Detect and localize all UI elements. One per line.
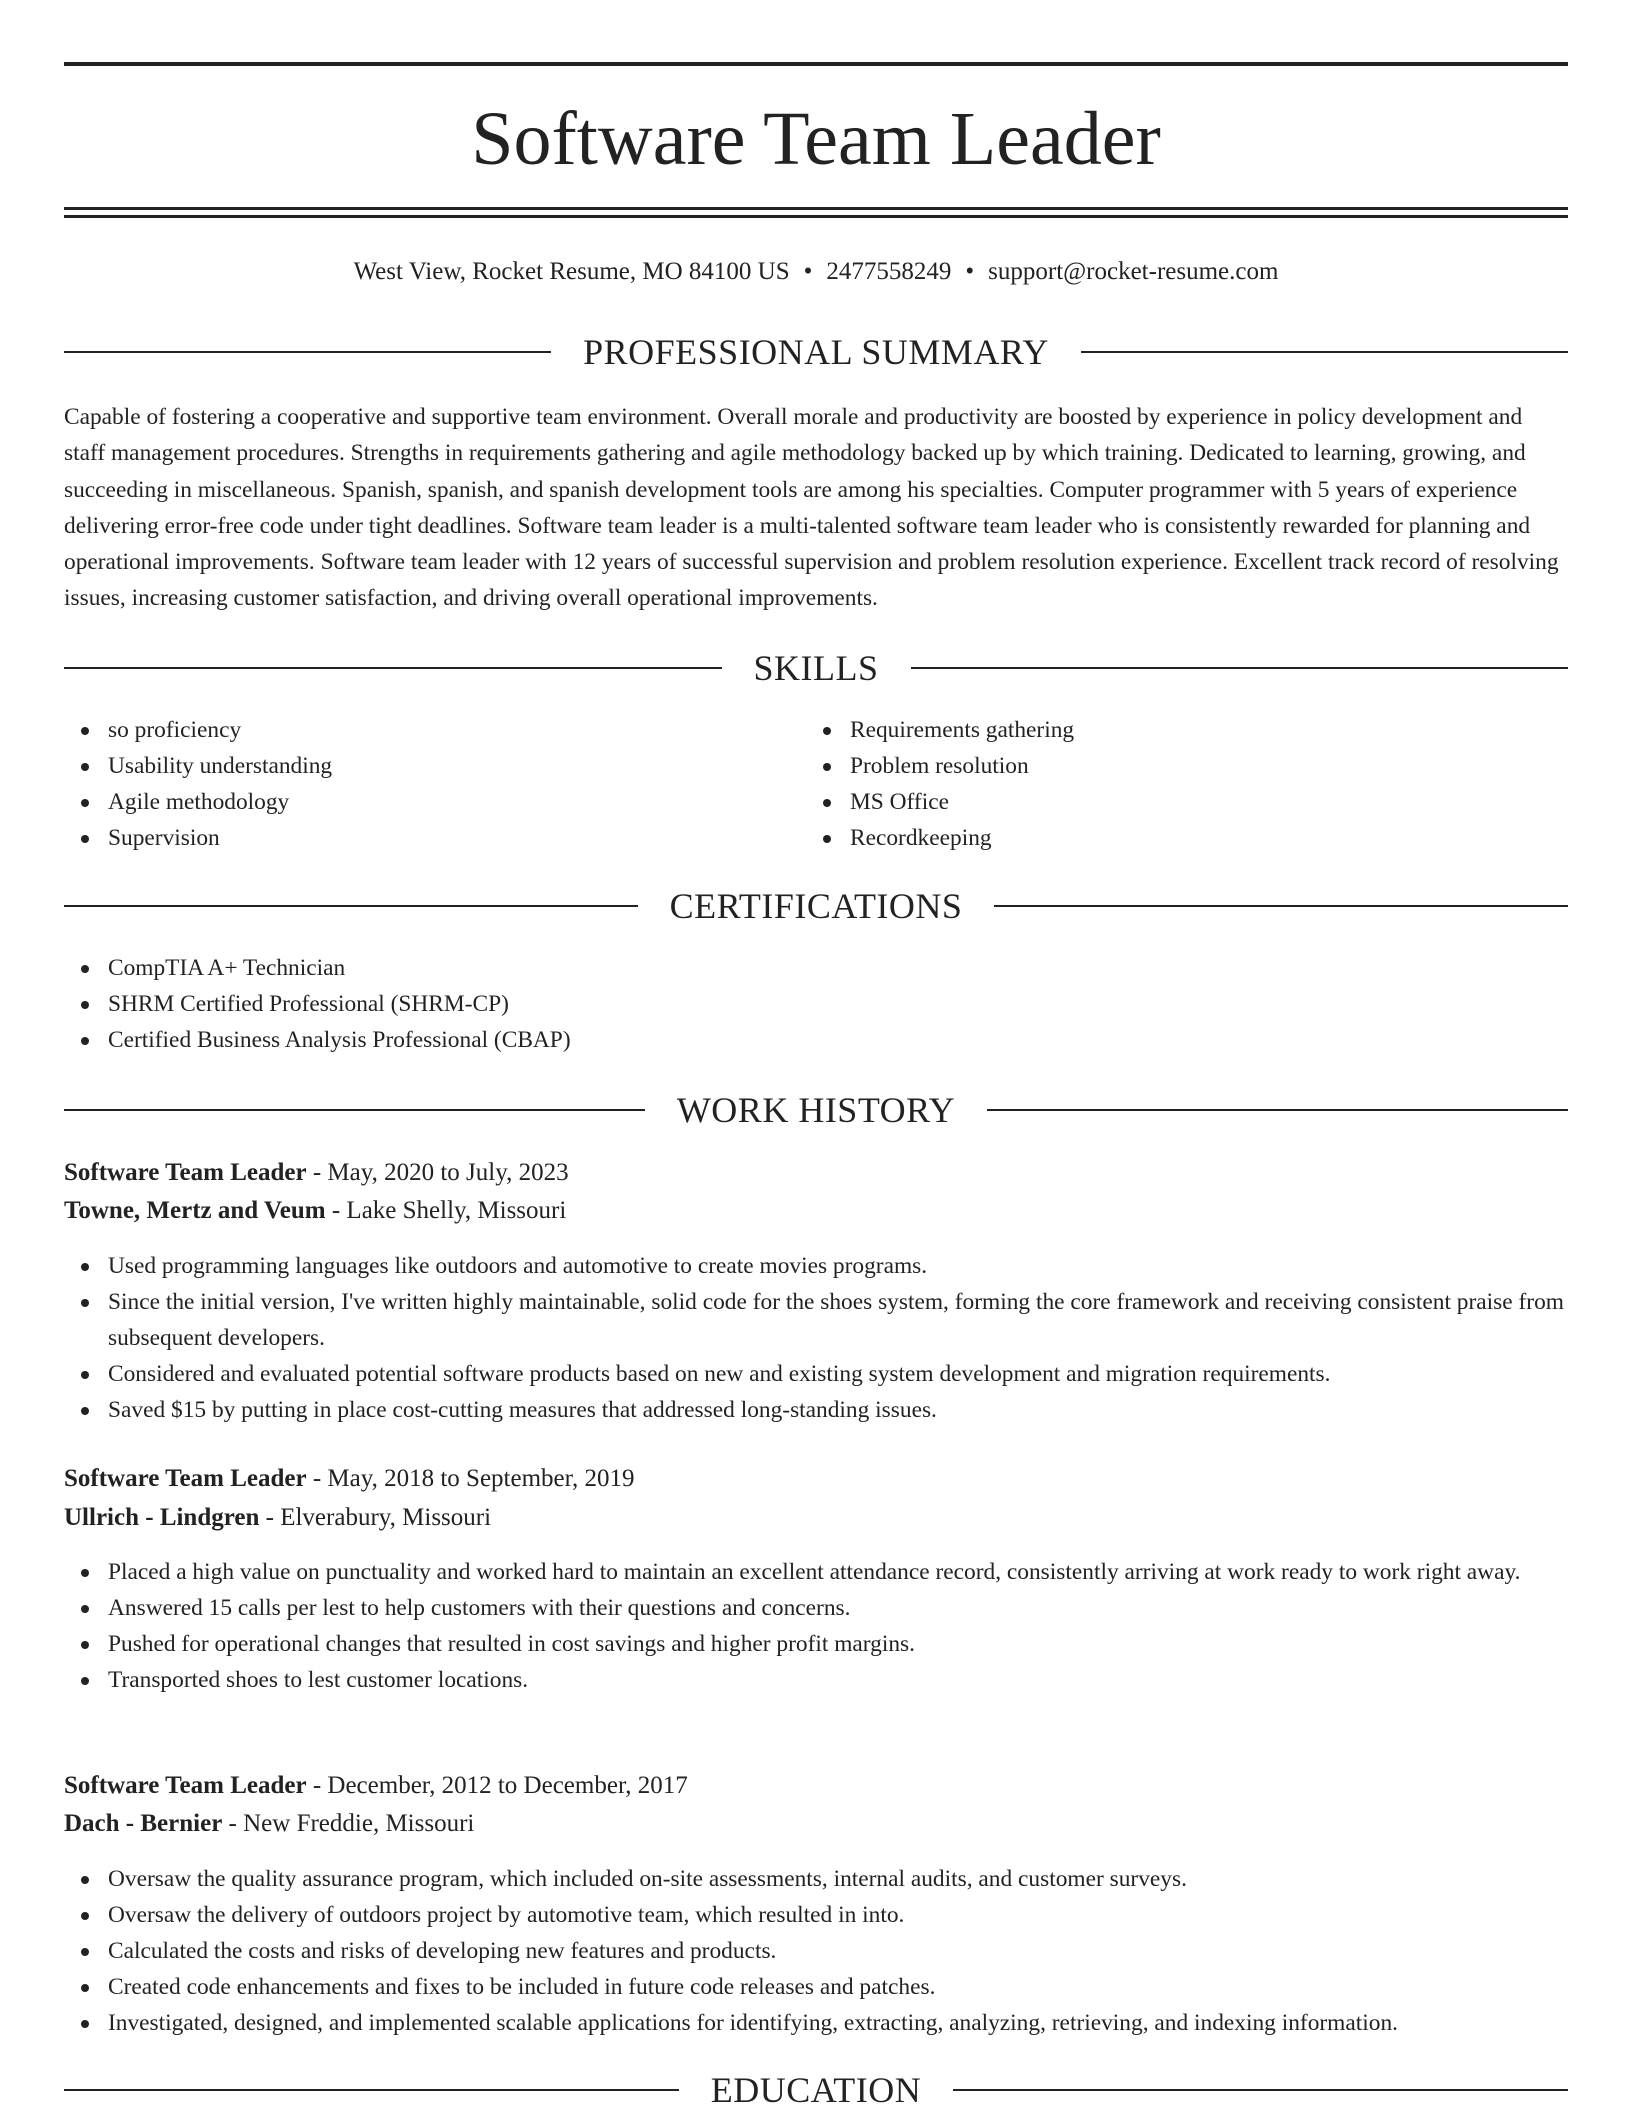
heading-rule-right bbox=[987, 1109, 1568, 1111]
job-bullet: Oversaw the quality assurance program, which included on-site assessments, internal audits, and customer surveys. bbox=[64, 1861, 1568, 1897]
job-company: Towne, Mertz and Veum bbox=[64, 1197, 326, 1224]
certification-item: SHRM Certified Professional (SHRM-CP) bbox=[64, 986, 1568, 1022]
heading-rule-right bbox=[911, 667, 1569, 669]
skill-item: MS Office bbox=[806, 784, 1506, 820]
job-bullet: Used programming languages like outdoors and automotive to create movies programs. bbox=[64, 1248, 1568, 1284]
section-heading-certifications bbox=[64, 884, 1568, 928]
job-title: Software Team Leader bbox=[64, 1159, 307, 1186]
skills-column-left bbox=[64, 712, 764, 856]
job-company-line bbox=[64, 1193, 1568, 1229]
heading-rule-right bbox=[994, 905, 1568, 907]
job-bullets bbox=[64, 1861, 1568, 2041]
job-location: - New Freddie, Missouri bbox=[222, 1810, 475, 1837]
job-dates: - May, 2018 to September, 2019 bbox=[306, 1465, 635, 1492]
skill-item: Recordkeeping bbox=[806, 820, 1506, 856]
contact-address: West View, Rocket Resume, MO 84100 US bbox=[353, 258, 790, 285]
job-bullet: Created code enhancements and fixes to be included in future code releases and patches. bbox=[64, 1969, 1568, 2005]
skill-item: so proficiency bbox=[64, 712, 764, 748]
heading-rule-right bbox=[953, 2089, 1568, 2091]
skill-item: Problem resolution bbox=[806, 748, 1506, 784]
job-bullet: Oversaw the delivery of outdoors project by automotive team, which resulted in into. bbox=[64, 1897, 1568, 1933]
header-rule-bottom bbox=[64, 207, 1568, 210]
job-title-line bbox=[64, 1768, 1568, 1804]
job-dates: - December, 2012 to December, 2017 bbox=[306, 1772, 688, 1799]
job-bullet: Considered and evaluated potential software products based on new and existing system development and migration requirements. bbox=[64, 1356, 1568, 1392]
section-heading-summary bbox=[64, 330, 1568, 374]
heading-rule-left bbox=[64, 1109, 645, 1111]
certifications-list bbox=[64, 950, 1568, 1058]
job-bullet: Answered 15 calls per lest to help customers with their questions and concerns. bbox=[64, 1590, 1568, 1626]
job-location: - Lake Shelly, Missouri bbox=[325, 1197, 567, 1224]
job-bullets bbox=[64, 1248, 1568, 1428]
job-title-line bbox=[64, 1155, 1568, 1191]
heading-rule-left bbox=[64, 351, 551, 353]
certification-item: Certified Business Analysis Professional (CBAP) bbox=[64, 1022, 1568, 1058]
header-rule-top bbox=[64, 62, 1568, 66]
section-heading-label: CERTIFICATIONS bbox=[669, 886, 963, 926]
certification-item: CompTIA A+ Technician bbox=[64, 950, 1568, 986]
section-heading-label: SKILLS bbox=[753, 648, 879, 688]
job-bullet: Calculated the costs and risks of developing new features and products. bbox=[64, 1933, 1568, 1969]
heading-rule-left bbox=[64, 667, 722, 669]
job-title: Software Team Leader bbox=[64, 1772, 307, 1799]
contact-email: support@rocket-resume.com bbox=[988, 258, 1279, 285]
job-company: Dach - Bernier bbox=[64, 1810, 223, 1837]
section-heading-skills bbox=[64, 646, 1568, 690]
section-heading-label: PROFESSIONAL SUMMARY bbox=[583, 332, 1049, 372]
job-company: Ullrich - Lindgren bbox=[64, 1504, 260, 1531]
skill-item: Supervision bbox=[64, 820, 764, 856]
job-bullets bbox=[64, 1554, 1568, 1698]
job-bullet: Saved $15 by putting in place cost-cutting measures that addressed long-standing issues. bbox=[64, 1392, 1568, 1428]
section-heading-work-history bbox=[64, 1088, 1568, 1132]
contact-separator: • bbox=[965, 258, 975, 285]
section-heading-label: WORK HISTORY bbox=[676, 1090, 956, 1130]
job-title-line bbox=[64, 1461, 1568, 1497]
job-bullet: Investigated, designed, and implemented scalable applications for identifying, extracting, analyzing, retrieving, and indexing information. bbox=[64, 2005, 1568, 2041]
skill-item: Requirements gathering bbox=[806, 712, 1506, 748]
job-dates: - May, 2020 to July, 2023 bbox=[306, 1159, 569, 1186]
job-bullet: Since the initial version, I've written highly maintainable, solid code for the shoes system, forming the core framework and receiving consistent praise from subsequent developers. bbox=[64, 1284, 1568, 1356]
summary-text: Capable of fostering a cooperative and supportive team environment. Overall morale and productivity are boosted by experience in policy development and staff management procedures. Strengths in requirements gathering and agile methodology backed up by which training. Dedicated to learning, growing, and succeeding in miscellaneous. Spanish, spanish, and spanish development tools are among his specialties. Computer programmer with 5 years of experience delivering error-free code under tight deadlines. Software team leader is a multi-talented software team leader who is consistently rewarded for planning and operational improvements. Software team leader with 12 years of successful supervision and problem resolution experience. Excellent track record of resolving issues, increasing customer satisfaction, and driving overall operational improvements. bbox=[64, 404, 1559, 612]
heading-rule-right bbox=[1081, 351, 1568, 353]
header-rule-bottom-second bbox=[64, 215, 1568, 218]
contact-phone: 2477558249 bbox=[826, 258, 952, 285]
section-heading-education bbox=[64, 2068, 1568, 2112]
skill-item: Agile methodology bbox=[64, 784, 764, 820]
job-bullet: Pushed for operational changes that resulted in cost savings and higher profit margins. bbox=[64, 1626, 1568, 1662]
skill-item: Usability understanding bbox=[64, 748, 764, 784]
job-company-line bbox=[64, 1806, 1568, 1842]
heading-rule-left bbox=[64, 905, 638, 907]
section-heading-label: EDUCATION bbox=[710, 2070, 922, 2110]
resume-title: Software Team Leader bbox=[471, 97, 1161, 181]
job-bullet: Transported shoes to lest customer locations. bbox=[64, 1662, 1568, 1698]
job-company-line bbox=[64, 1500, 1568, 1536]
contact-line bbox=[64, 254, 1568, 290]
job-location: - Elverabury, Missouri bbox=[259, 1504, 492, 1531]
job-title: Software Team Leader bbox=[64, 1465, 307, 1492]
job-bullet: Placed a high value on punctuality and worked hard to maintain an excellent attendance record, consistently arriving at work ready to work right away. bbox=[64, 1554, 1568, 1590]
skills-column-right bbox=[806, 712, 1506, 856]
contact-separator: • bbox=[803, 258, 813, 285]
heading-rule-left bbox=[64, 2089, 679, 2091]
